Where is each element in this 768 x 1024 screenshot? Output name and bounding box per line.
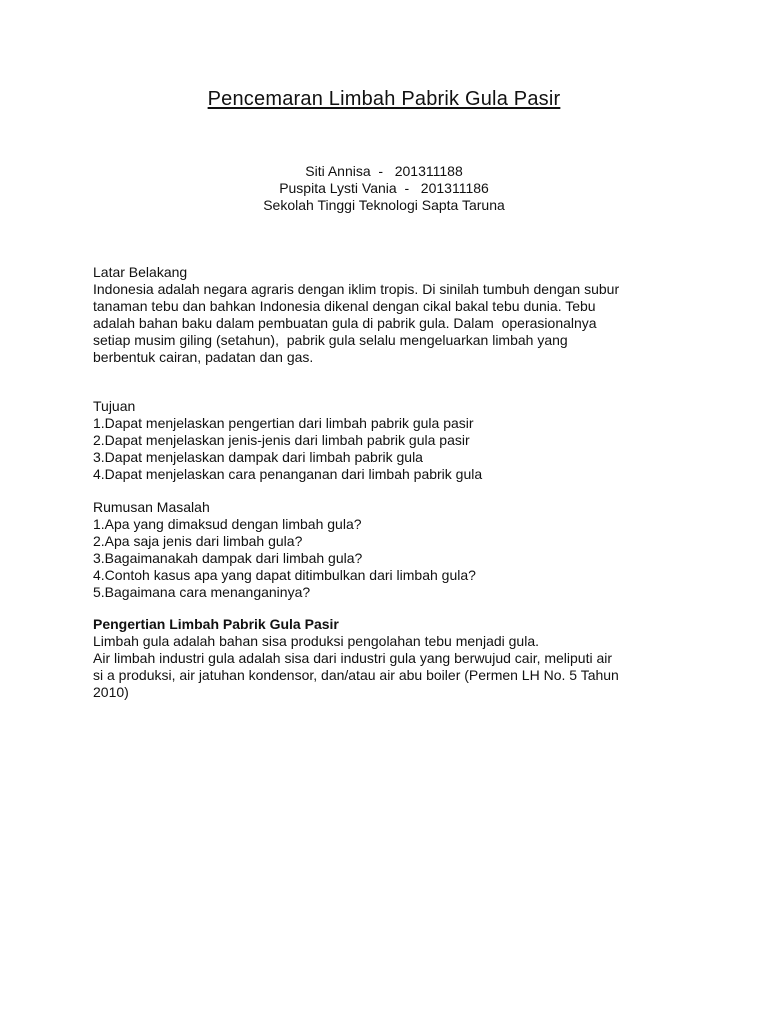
paragraph-line: Indonesia adalah negara agraris dengan iklim tropis. Di sinilah tumbuh dengan subur: [93, 281, 620, 297]
document-title: Pencemaran Limbah Pabrik Gula Pasir: [207, 88, 561, 110]
list-item: 2.Apa saja jenis dari limbah gula?: [93, 533, 303, 549]
paragraph-line: adalah bahan baku dalam pembuatan gula di pabrik gula. Dalam operasionalnya: [93, 315, 597, 331]
list-item: 2.Dapat menjelaskan jenis-jenis dari limbah pabrik gula pasir: [93, 432, 470, 448]
list-item: 4.Dapat menjelaskan cara penanganan dari limbah pabrik gula: [93, 466, 483, 482]
paragraph-line: Limbah gula adalah bahan sisa produksi pengolahan tebu menjadi gula.: [93, 633, 539, 649]
section-latar-belakang: [93, 264, 693, 366]
paragraph-line: Air limbah industri gula adalah sisa dari industri gula yang berwujud cair, meliputi air: [93, 650, 613, 666]
list-item: 4.Contoh kasus apa yang dapat ditimbulkan dari limbah gula?: [93, 567, 476, 583]
list-item: 1.Apa yang dimaksud dengan limbah gula?: [93, 516, 362, 532]
paragraph-line: 2010): [93, 684, 129, 700]
list-item: 3.Dapat menjelaskan dampak dari limbah pabrik gula: [93, 449, 423, 465]
paragraph-line: berbentuk cairan, padatan dan gas.: [93, 349, 314, 365]
section-pengertian: [93, 616, 693, 701]
list-item: 1.Dapat menjelaskan pengertian dari limbah pabrik gula pasir: [93, 415, 474, 431]
section-heading: Rumusan Masalah: [93, 499, 210, 515]
section-heading: Tujuan: [93, 398, 136, 414]
section-heading: Latar Belakang: [93, 264, 188, 280]
paragraph-line: tanaman tebu dan bahkan Indonesia dikenal dengan cikal bakal tebu dunia. Tebu: [93, 298, 596, 314]
section-heading-bold: Pengertian Limbah Pabrik Gula Pasir: [93, 616, 339, 632]
author-line-2: Puspita Lysti Vania - 201311186: [279, 180, 489, 196]
list-item: 5.Bagaimana cara menanganinya?: [93, 584, 311, 600]
list-item: 3.Bagaimanakah dampak dari limbah gula?: [93, 550, 363, 566]
institution-line: Sekolah Tinggi Teknologi Sapta Taruna: [263, 197, 505, 213]
section-tujuan: [93, 398, 693, 483]
paragraph-line: si a produksi, air jatuhan kondensor, dan/atau air abu boiler (Permen LH No. 5 Tahun: [93, 667, 619, 683]
section-rumusan-masalah: [93, 499, 693, 601]
author-block: [0, 163, 768, 214]
author-line-1: Siti Annisa - 201311188: [305, 163, 463, 179]
paragraph-line: setiap musim giling (setahun), pabrik gula selalu mengeluarkan limbah yang: [93, 332, 568, 348]
